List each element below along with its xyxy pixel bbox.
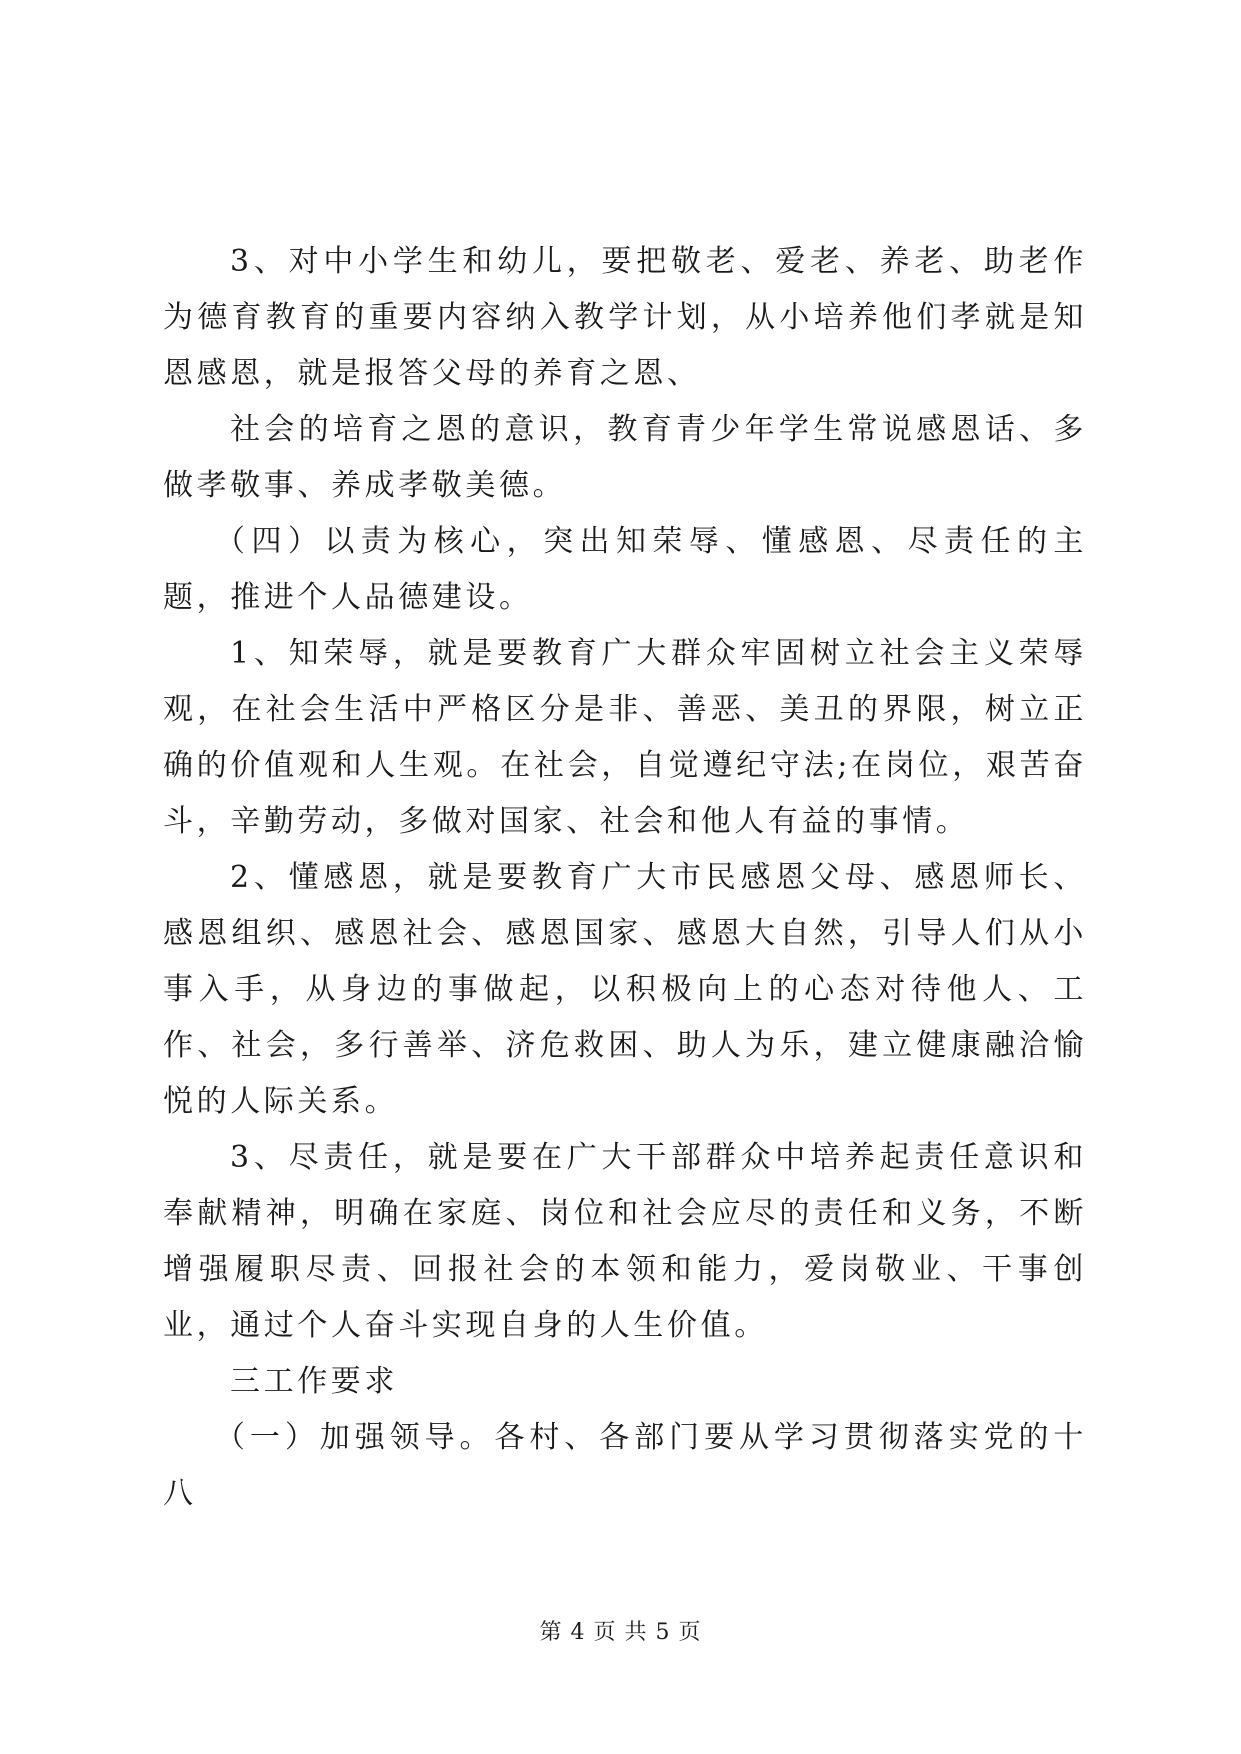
paragraph-elderly-respect-students: 3、对中小学生和幼儿，要把敬老、爱老、养老、助老作为德育教育的重要内容纳入教学计划，从小培养他们孝就是知恩感恩，就是报答父母的养育之恩、 bbox=[163, 244, 1087, 391]
paragraph-strengthen-leadership: （一）加强领导。各村、各部门要从学习贯彻落实党的十八 bbox=[163, 1420, 1087, 1511]
paragraph-section-four-heading: （四）以责为核心，突出知荣辱、懂感恩、尽责任的主题，推进个人品德建设。 bbox=[163, 524, 1087, 615]
paragraph-know-honor-shame: 1、知荣辱，就是要教育广大群众牢固树立社会主义荣辱观，在社会生活中严格区分是非、善恶、美丑的界限，树立正确的价值观和人生观。在社会，自觉遵纪守法;在岗位，艰苦奋斗，辛勤劳动，多做对国家、社会和他人有益的事情。 bbox=[163, 636, 1087, 839]
page-number-footer: 第 4 页 共 5 页 bbox=[539, 1620, 702, 1645]
paragraph-responsibility: 3、尽责任，就是要在广大干部群众中培养起责任意识和奉献精神，明确在家庭、岗位和社会应尽的责任和义务，不断增强履职尽责、回报社会的本领和能力，爱岗敬业、干事创业，通过个人奋斗实现自身的人生价值。 bbox=[163, 1140, 1087, 1343]
section-heading-work-requirements: 三工作要求 bbox=[230, 1364, 398, 1399]
paragraph-gratitude-society: 社会的培育之恩的意识，教育青少年学生常说感恩话、多做孝敬事、养成孝敬美德。 bbox=[163, 412, 1087, 503]
paragraph-gratitude: 2、懂感恩，就是要教育广大市民感恩父母、感恩师长、感恩组织、感恩社会、感恩国家、感恩大自然，引导人们从小事入手，从身边的事做起，以积极向上的心态对待他人、工作、社会，多行善举、济危救困、助人为乐，建立健康融洽愉悦的人际关系。 bbox=[163, 860, 1087, 1119]
document-body bbox=[163, 234, 1087, 1522]
